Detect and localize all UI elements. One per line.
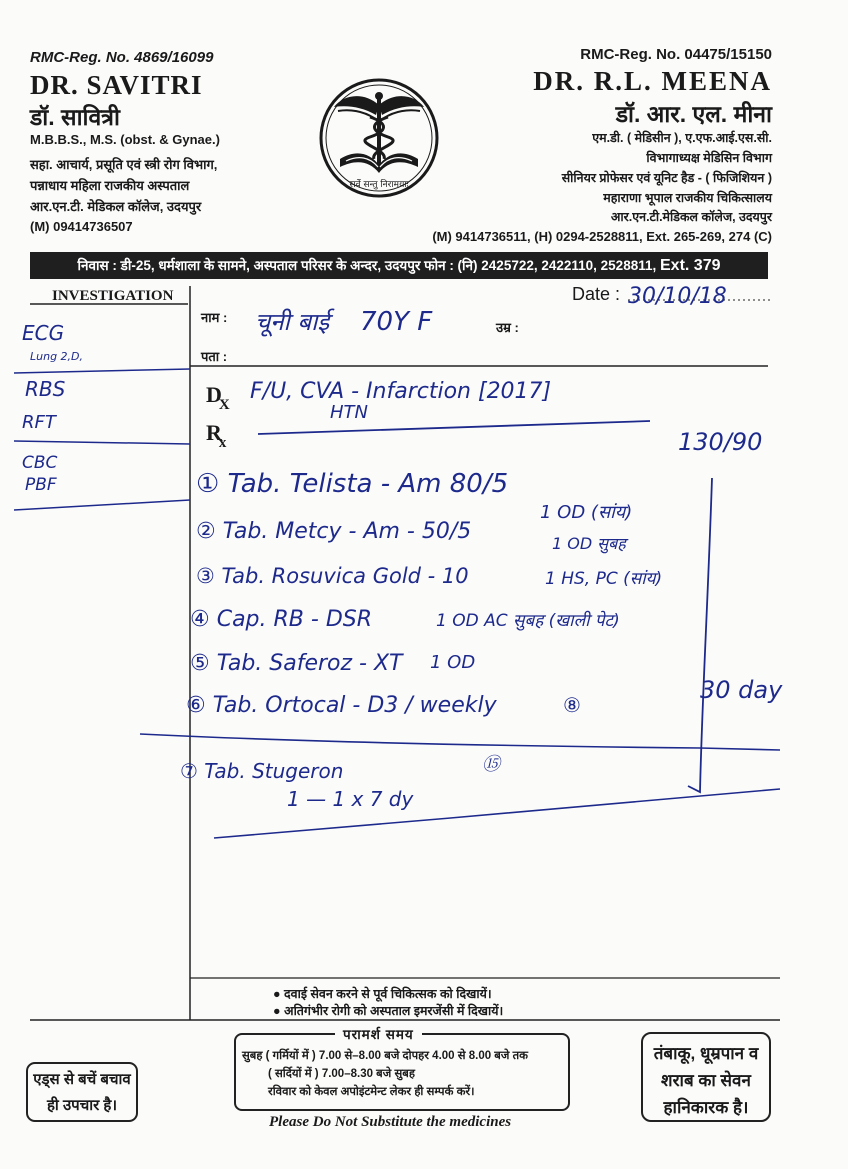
dx-subscript: X <box>218 397 230 413</box>
consult-line: सुबह ( गर्मियों में ) 7.00 से–8.00 बजे दोपहर 4.00 से 8.00 बजे तक <box>242 1050 528 1062</box>
right-doctor-line: सीनियर प्रोफेसर एवं यूनिट हैड - ( फिजिशियन ) <box>561 171 772 185</box>
dx-letter: D <box>206 382 222 407</box>
hw-bracket <box>688 478 712 792</box>
hw-dose: ⑧ <box>563 693 581 717</box>
hw-patient-name: चूनी बाई <box>255 308 330 336</box>
aids-awareness-box: एड्स से बचें बचाव ही उपचार है। <box>26 1062 138 1122</box>
hw-investigation: RBS <box>25 377 66 401</box>
hw-stugeron-dose: 1 — 1 x 7 dy <box>287 787 414 811</box>
hw-medicine: ⑦ Tab. Stugeron <box>180 759 344 783</box>
hw-investigation: ECG <box>22 321 65 345</box>
hw-diagnosis: HTN <box>330 402 368 423</box>
name-label: नाम : <box>201 310 228 325</box>
left-doctor-degree: M.B.B.S., M.S. (obst. & Gynae.) <box>30 132 220 147</box>
right-doctor-name: DR. R.L. MEENA <box>533 66 772 96</box>
left-doctor-name-hindi: डॉ. सावित्री <box>30 104 120 130</box>
no-substitute-note: Please Do Not Substitute the medicines <box>269 1114 512 1130</box>
investigation-label: INVESTIGATION <box>52 288 174 304</box>
hw-separator-line <box>140 734 780 750</box>
footer-note: ● अतिगंभीर रोगी को अस्पताल इमरजेंसी में दिखायें। <box>273 1004 504 1018</box>
hw-dose: ⑮ <box>482 754 500 775</box>
right-doctor-line: एम.डी. ( मेडिसीन ), ए.एफ.आई.एस.सी. <box>592 131 772 145</box>
hw-patient-age-sex: 70Y F <box>360 307 433 337</box>
right-doctor-line: महाराणा भूपाल राजकीय चिकित्सालय <box>603 191 772 205</box>
handwriting <box>14 284 783 838</box>
hw-investigation-line <box>14 500 190 510</box>
logo-motto: सर्वे सन्तु निरामयाः <box>349 180 409 190</box>
address-label: पता : <box>201 349 228 364</box>
hw-medicine: ③ Tab. Rosuvica Gold - 10 <box>196 564 469 588</box>
left-doctor-line: आर.एन.टी. मेडिकल कॉलेज, उदयपुर <box>30 199 202 214</box>
left-doctor-name: DR. SAVITRI <box>30 70 203 100</box>
hw-dose: 1 OD AC सुबह (खाली पेट) <box>436 611 620 631</box>
hw-dose: 1 OD सुबह <box>552 534 626 553</box>
hw-bp: 130/90 <box>678 428 763 456</box>
tobacco-warning-box: तंबाकू, धूम्रपान व शराब का सेवन हानिकारक है। <box>641 1032 771 1122</box>
left-doctor-phone: (M) 09414736507 <box>30 219 133 234</box>
rx-subscript: x <box>218 435 227 451</box>
hw-date: 30/10/18 <box>628 284 727 309</box>
hw-dose: 1 OD <box>430 652 476 673</box>
left-doctor-line: सहा. आचार्य, प्रसूति एवं स्त्री रोग विभाग, <box>30 157 218 172</box>
hw-dose: 1 HS, PC (सांय) <box>545 569 663 589</box>
address-text: निवास : डी-25, धर्मशाला के सामने, अस्पताल परिसर के अन्दर, उदयपुर फोन : (नि) 2425722, 2422110, 2528811, <box>77 258 657 273</box>
footer-note: ● दवाई सेवन करने से पूर्व चिकित्सक को दिखायें। <box>273 987 492 1001</box>
hw-medicine: ① Tab. Telista - Am 80/5 <box>196 469 509 499</box>
age-label: उम्र : <box>496 320 519 335</box>
hw-investigation: PBF <box>25 475 57 495</box>
consult-title: परामर्श समय <box>335 1025 422 1043</box>
hw-investigation-line <box>14 441 190 444</box>
consult-line: ( सर्दियों में ) 7.00–8.30 बजे सुबह <box>268 1068 415 1080</box>
hw-duration: 30 day <box>700 676 783 704</box>
right-doctor-line: आर.एन.टी.मेडिकल कॉलेज, उदयपुर <box>610 210 772 224</box>
rx-letter: R <box>206 420 222 445</box>
left-doctor-line: पन्नाधाय महिला राजकीय अस्पताल <box>30 178 190 193</box>
hw-medicine: ⑥ Tab. Ortocal - D3 / weekly <box>186 693 497 718</box>
hw-investigation: Lung 2,D, <box>30 350 84 363</box>
consult-line: रविवार को केवल अपोइंटमेन्ट लेकर ही सम्पर्क करें। <box>268 1086 475 1098</box>
hw-medicine: ④ Cap. RB - DSR <box>190 607 373 632</box>
date-label: Date : <box>572 284 621 304</box>
hw-investigation: RFT <box>22 412 56 433</box>
right-doctor-phones: (M) 9414736511, (H) 0294-2528811, Ext. 265-269, 274 (C) <box>432 229 772 244</box>
hw-diagnosis: F/U, CVA - Infarction [2017] <box>250 379 552 404</box>
hw-dose: 1 OD (सांय) <box>540 502 633 523</box>
left-doctor-reg: RMC-Reg. No. 4869/16099 <box>30 49 214 66</box>
hw-medicine: ⑤ Tab. Saferoz - XT <box>190 651 403 676</box>
hw-investigation: CBC <box>22 453 58 473</box>
address-ext: Ext. 379 <box>660 257 721 274</box>
hw-medicine: ② Tab. Metcy - Am - 50/5 <box>196 519 472 544</box>
right-doctor-line: विभागाध्यक्ष मेडिसिन विभाग <box>646 151 772 165</box>
hw-rx-line <box>258 421 650 434</box>
right-doctor-reg: RMC-Reg. No. 04475/15150 <box>580 46 772 63</box>
hw-investigation-line <box>14 369 190 373</box>
right-doctor-name-hindi: डॉ. आर. एल. मीना <box>615 101 772 127</box>
